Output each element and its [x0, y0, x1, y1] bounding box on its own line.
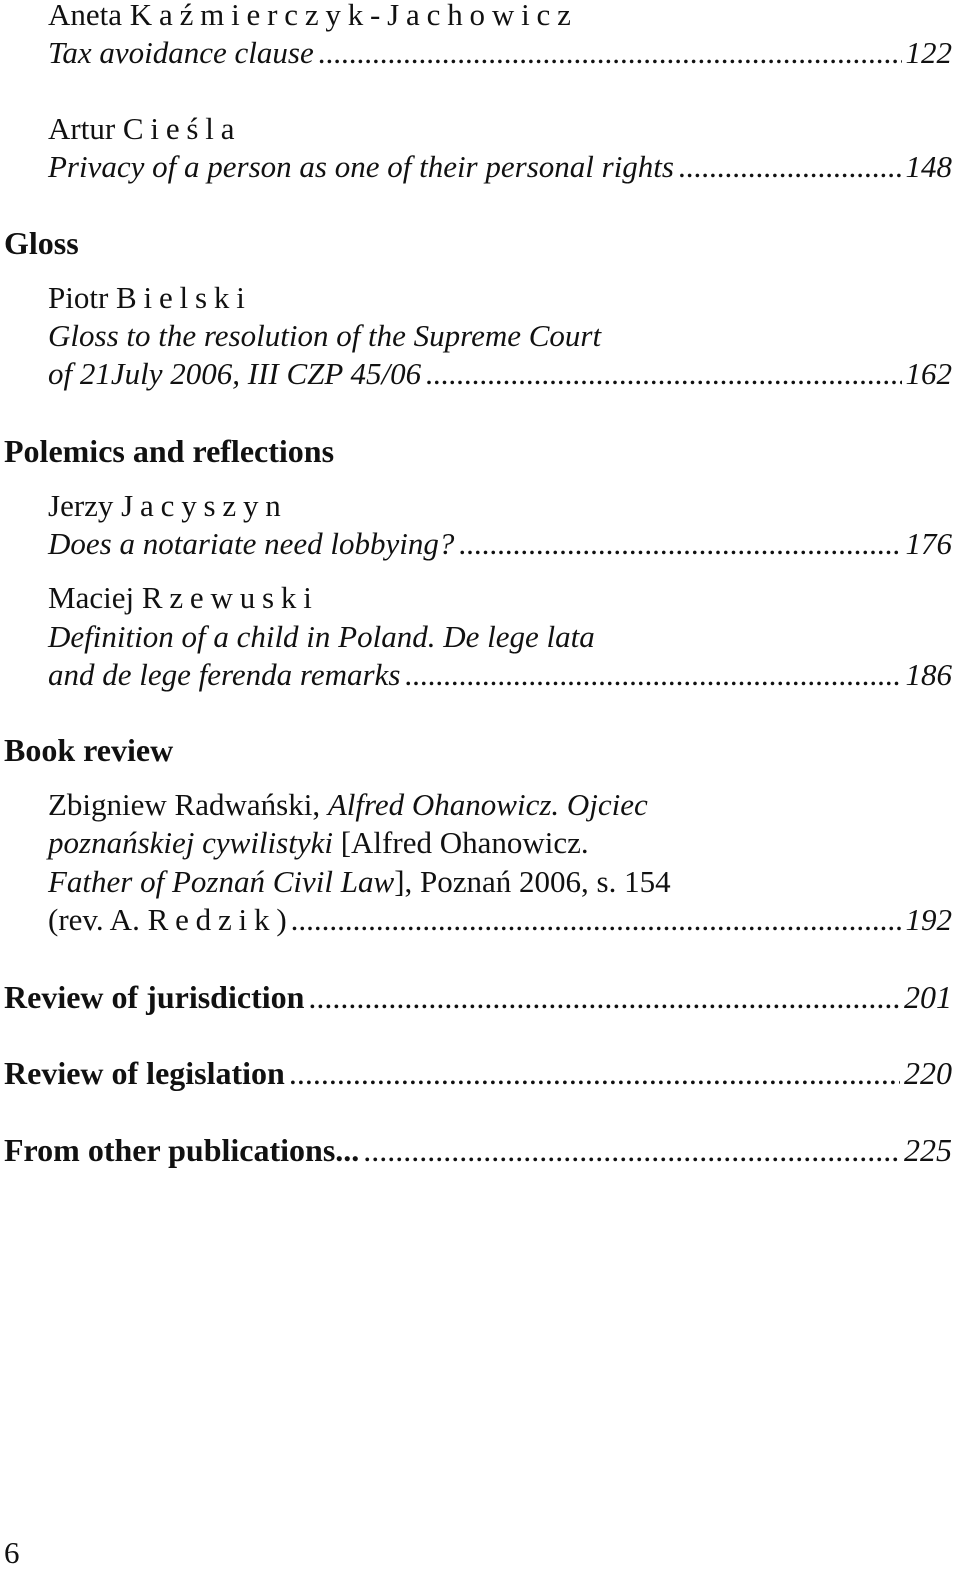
reviewed-title-translation: [Alfred Ohanowicz. — [340, 825, 589, 860]
author-first-name: Piotr — [48, 280, 109, 315]
entry-page: 176 — [905, 526, 952, 561]
author-surname: Rzewuski — [141, 580, 319, 615]
reviewed-title-translation: Father of Poznań Civil Law — [48, 864, 395, 899]
entry-page: 162 — [905, 356, 952, 391]
toc-entry — [48, 34, 952, 72]
author-first-name: Artur — [48, 111, 116, 146]
entry-title-line — [48, 863, 952, 901]
toc-entry — [48, 525, 952, 563]
author-surname: Bielski — [116, 280, 252, 315]
entry-title-line: Definition of a child in Poland. De lege lata — [48, 619, 595, 654]
entry-title-line: Gloss to the resolution of the Supreme Court — [48, 318, 602, 353]
author-surname: Jacyszyn — [121, 488, 288, 523]
dot-leader — [289, 1054, 900, 1092]
author-surname: Cieśla — [122, 111, 242, 146]
entry-page: 220 — [904, 1055, 952, 1091]
entry-title: Does a notariate need lobbying? — [48, 526, 455, 561]
dot-leader — [404, 656, 901, 694]
page-number: 6 — [4, 1535, 20, 1570]
entry-page: 122 — [905, 35, 952, 70]
entry-page: 201 — [904, 979, 952, 1015]
section-heading-legislation: Review of legislation — [4, 1055, 285, 1091]
entry-page: 192 — [905, 902, 952, 937]
author-line — [48, 110, 952, 148]
author-line — [48, 279, 952, 317]
author-line — [48, 487, 952, 525]
reviewer-surname: Redzik — [147, 902, 277, 937]
section-heading-book-review: Book review — [4, 732, 174, 768]
reviewed-title: poznańskiej cywilistyki — [48, 825, 333, 860]
author-first-name: Maciej — [48, 580, 135, 615]
dot-leader — [678, 148, 902, 186]
dot-leader — [308, 978, 900, 1016]
toc-section-entry — [4, 978, 952, 1016]
toc-section-entry — [4, 1131, 952, 1169]
dot-leader — [363, 1131, 900, 1169]
entry-title-line — [48, 786, 952, 824]
reviewed-author: Zbigniew Radwański, — [48, 787, 321, 822]
entry-title: of 21July 2006, III CZP 45/06 — [48, 356, 422, 391]
author-line — [48, 0, 952, 34]
entry-title-line — [48, 824, 952, 862]
author-surname: Kaźmierczyk-Jachowicz — [129, 0, 578, 32]
entry-title — [48, 901, 287, 939]
author-first-name: Jerzy — [48, 488, 114, 523]
dot-leader — [458, 525, 901, 563]
section-heading-other-publications: From other publications... — [4, 1132, 360, 1168]
section-heading-polemics: Polemics and reflections — [4, 433, 335, 469]
section-heading-jurisdiction: Review of jurisdiction — [4, 979, 305, 1015]
dot-leader — [318, 34, 902, 72]
reviewer-prefix: (rev. A. — [48, 902, 140, 937]
entry-title: Tax avoidance clause — [48, 35, 314, 70]
entry-page: 225 — [904, 1132, 952, 1168]
entry-title: and de lege ferenda remarks — [48, 657, 401, 692]
section-heading-gloss: Gloss — [4, 225, 79, 261]
toc-entry — [48, 901, 952, 939]
toc-entry — [48, 355, 952, 393]
publication-details: ], Poznań 2006, s. 154 — [394, 864, 671, 899]
reviewer-suffix: ) — [276, 902, 287, 937]
entry-title: Privacy of a person as one of their personal rights — [48, 149, 674, 184]
toc-entry — [48, 148, 952, 186]
reviewed-title: Alfred Ohanowicz. Ojciec — [327, 787, 648, 822]
entry-page: 148 — [905, 149, 952, 184]
entry-page: 186 — [905, 657, 952, 692]
dot-leader — [291, 901, 902, 939]
author-line — [48, 579, 952, 617]
toc-entry — [48, 656, 952, 694]
author-first-name: Aneta — [48, 0, 123, 32]
toc-section-entry — [4, 1054, 952, 1092]
dot-leader — [425, 355, 901, 393]
